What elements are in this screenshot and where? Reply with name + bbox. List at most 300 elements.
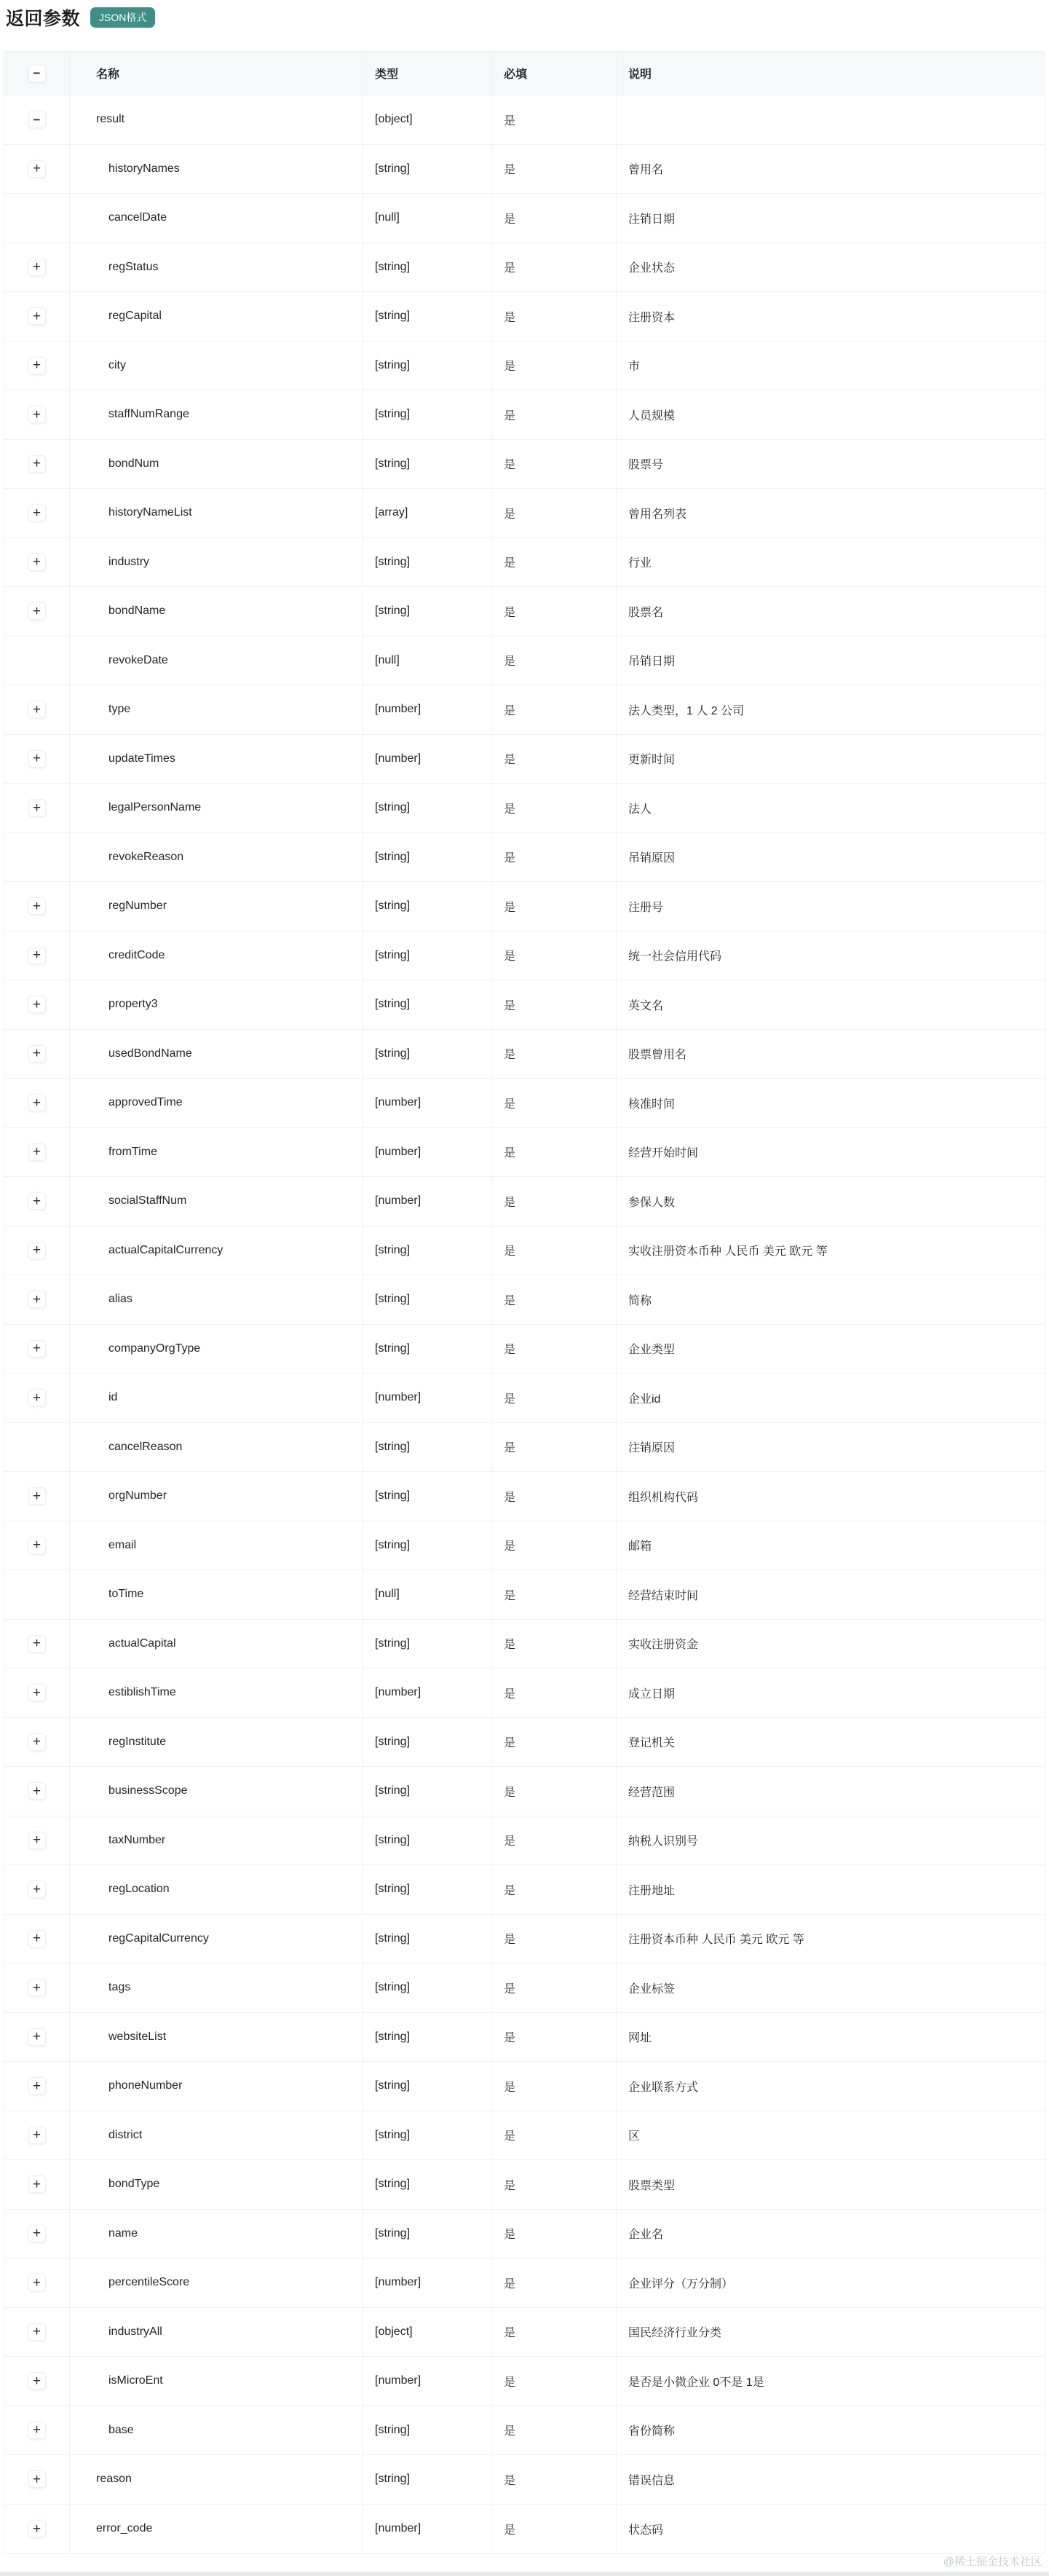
- param-name: result: [70, 95, 363, 144]
- table-row: [4, 587, 1045, 637]
- param-type: [string]: [363, 980, 492, 1029]
- expand-toggle[interactable]: +: [28, 504, 46, 521]
- param-name: email: [70, 1521, 363, 1570]
- param-description: 实收注册资金: [628, 1639, 699, 1652]
- expand-toggle[interactable]: +: [28, 1782, 46, 1800]
- table-row: [4, 1472, 1045, 1521]
- param-description: 纳税人识别号: [628, 1835, 699, 1848]
- param-type: [string]: [363, 2013, 492, 2062]
- expand-toggle[interactable]: +: [28, 160, 46, 178]
- param-name: bondType: [70, 2160, 363, 2209]
- toggle-cell: [4, 1816, 70, 1865]
- table-row: [4, 1669, 1045, 1718]
- table-row: [4, 1177, 1045, 1226]
- param-required: 是: [492, 980, 617, 1029]
- expand-toggle[interactable]: +: [28, 602, 46, 620]
- param-type: [string]: [363, 587, 492, 636]
- param-name: name: [70, 2210, 363, 2258]
- param-required: 是: [492, 538, 617, 587]
- toggle-cell: [4, 2406, 70, 2455]
- param-required: 是: [492, 1472, 617, 1521]
- toggle-cell: [4, 833, 70, 882]
- toggle-cell: [4, 2013, 70, 2062]
- param-description: 经营开始时间: [628, 1147, 699, 1160]
- toggle-cell: [4, 735, 70, 784]
- param-description: 吊销日期: [628, 655, 676, 669]
- expand-toggle[interactable]: +: [28, 701, 46, 718]
- param-description: 注销原因: [628, 1442, 676, 1455]
- param-type: [string]: [363, 833, 492, 882]
- param-required: 是: [492, 2308, 617, 2357]
- table-row: [4, 1374, 1045, 1423]
- param-name: creditCode: [70, 931, 363, 980]
- param-type: [array]: [363, 489, 492, 537]
- toggle-cell: [4, 1472, 70, 1521]
- expand-toggle[interactable]: +: [28, 799, 46, 816]
- param-description: 参保人数: [628, 1196, 676, 1209]
- table-row: [4, 538, 1045, 588]
- param-required: 是: [492, 1226, 617, 1275]
- table-row: [4, 1030, 1045, 1079]
- param-name: historyNameList: [70, 489, 363, 537]
- param-required: 是: [492, 243, 617, 292]
- param-type: [string]: [363, 2406, 492, 2455]
- param-name: approvedTime: [70, 1079, 363, 1127]
- table-row: [4, 931, 1045, 981]
- expand-toggle[interactable]: +: [28, 2127, 46, 2144]
- param-name: businessScope: [70, 1767, 363, 1816]
- param-name: usedBondName: [70, 1030, 363, 1079]
- param-name: regInstitute: [70, 1718, 363, 1767]
- expand-toggle[interactable]: +: [28, 357, 46, 374]
- header-required: 必填: [492, 52, 617, 95]
- param-type: [number]: [363, 2357, 492, 2406]
- param-name: isMicroEnt: [70, 2357, 363, 2406]
- expand-toggle[interactable]: +: [28, 1635, 46, 1653]
- expand-toggle[interactable]: +: [28, 1487, 46, 1505]
- param-name: percentileScore: [70, 2258, 363, 2307]
- table-row: [4, 2210, 1045, 2259]
- param-name: staffNumRange: [70, 390, 363, 439]
- expand-toggle[interactable]: +: [28, 2077, 46, 2095]
- param-type: [null]: [363, 1570, 492, 1619]
- param-type: [string]: [363, 538, 492, 587]
- param-description: 经营范围: [628, 1786, 676, 1799]
- param-description: 注册资本币种 人民币 美元 欧元 等: [628, 1934, 804, 1947]
- bottom-strip: [0, 2572, 1049, 2576]
- param-type: [number]: [363, 685, 492, 734]
- param-name: id: [70, 1374, 363, 1422]
- param-type: [string]: [363, 1620, 492, 1669]
- table-row: [4, 1275, 1045, 1325]
- table-row: [4, 2111, 1045, 2161]
- param-required: 是: [492, 1570, 617, 1619]
- param-description: 网址: [628, 2032, 652, 2045]
- param-type: [string]: [363, 2062, 492, 2111]
- table-row: [4, 2455, 1045, 2505]
- title-row: [6, 4, 155, 31]
- expand-toggle[interactable]: +: [28, 2028, 46, 2046]
- param-description: 企业联系方式: [628, 2081, 699, 2094]
- param-description: 注册地址: [628, 1884, 676, 1897]
- param-type: [string]: [363, 784, 492, 832]
- toggle-cell: [4, 882, 70, 931]
- param-type: [object]: [363, 2308, 492, 2357]
- header-name: 名称: [70, 52, 363, 95]
- page-title: 返回参数: [6, 9, 81, 29]
- param-description: 简称: [628, 1294, 652, 1307]
- param-required: 是: [492, 1275, 617, 1324]
- param-type: [string]: [363, 390, 492, 439]
- param-required: 是: [492, 1865, 617, 1914]
- param-required: 是: [492, 2062, 617, 2111]
- expand-toggle[interactable]: +: [28, 259, 46, 276]
- toggle-cell: [4, 390, 70, 439]
- toggle-cell: [4, 587, 70, 636]
- param-required: 是: [492, 833, 617, 882]
- expand-toggle[interactable]: +: [28, 1880, 46, 1898]
- param-required: 是: [492, 2357, 617, 2406]
- param-required: 是: [492, 1128, 617, 1177]
- toggle-cell: [4, 1669, 70, 1717]
- param-type: [string]: [363, 1030, 492, 1079]
- table-row: [4, 833, 1045, 883]
- expand-toggle[interactable]: +: [28, 2372, 46, 2390]
- param-description: 股票曾用名: [628, 1049, 687, 1062]
- param-type: [string]: [363, 1718, 492, 1767]
- expand-toggle[interactable]: +: [28, 2323, 46, 2341]
- expand-toggle[interactable]: +: [28, 2274, 46, 2291]
- param-name: industryAll: [70, 2308, 363, 2357]
- param-required: 是: [492, 1963, 617, 2012]
- param-name: regNumber: [70, 882, 363, 931]
- param-name: reason: [70, 2455, 363, 2504]
- param-description: 市: [628, 361, 641, 374]
- param-required: 是: [492, 1718, 617, 1767]
- collapse-toggle[interactable]: −: [28, 111, 46, 128]
- param-required: 是: [492, 1423, 617, 1472]
- expand-toggle[interactable]: +: [28, 307, 46, 325]
- table-header-row: [4, 52, 1045, 95]
- expand-toggle[interactable]: +: [28, 2422, 46, 2439]
- table-row: [4, 440, 1045, 489]
- table-row: [4, 1865, 1045, 1915]
- table-row: [4, 2258, 1045, 2308]
- param-description: 企业状态: [628, 262, 676, 275]
- table-row: [4, 1767, 1045, 1816]
- param-type: [string]: [363, 440, 492, 489]
- param-name: actualCapitalCurrency: [70, 1226, 363, 1275]
- param-required: 是: [492, 2406, 617, 2455]
- param-description: 英文名: [628, 999, 664, 1012]
- param-type: [string]: [363, 1963, 492, 2012]
- table-row: [4, 1128, 1045, 1178]
- param-name: base: [70, 2406, 363, 2455]
- expand-toggle[interactable]: +: [28, 554, 46, 571]
- header-toggle-cell: [4, 52, 70, 95]
- param-description: 企业名: [628, 2229, 664, 2242]
- table-row: [4, 1423, 1045, 1473]
- param-name: error_code: [70, 2505, 363, 2554]
- param-description: 邮箱: [628, 1540, 652, 1553]
- toggle-cell: [4, 1030, 70, 1079]
- param-type: [string]: [363, 1226, 492, 1275]
- param-name: taxNumber: [70, 1816, 363, 1865]
- toggle-cell: [4, 784, 70, 832]
- param-required: 是: [492, 2505, 617, 2554]
- toggle-cell: [4, 95, 70, 144]
- param-description: 曾用名: [628, 164, 664, 177]
- toggle-cell: [4, 2062, 70, 2111]
- param-required: 是: [492, 145, 617, 194]
- param-type: [string]: [363, 1816, 492, 1865]
- param-description: 企业评分（万分制）: [628, 2277, 734, 2291]
- param-description: 法人类型，1 人 2 公司: [628, 704, 745, 717]
- param-required: 是: [492, 1521, 617, 1570]
- param-name: bondName: [70, 587, 363, 636]
- param-description: 注册号: [628, 901, 664, 914]
- param-name: actualCapital: [70, 1620, 363, 1669]
- param-required: 是: [492, 1030, 617, 1079]
- param-type: [number]: [363, 1128, 492, 1177]
- expand-toggle[interactable]: +: [28, 1537, 46, 1554]
- param-name: websiteList: [70, 2013, 363, 2062]
- expand-toggle[interactable]: +: [28, 1340, 46, 1358]
- param-name: estiblishTime: [70, 1669, 363, 1717]
- table-row: [4, 342, 1045, 391]
- expand-toggle[interactable]: +: [28, 406, 46, 423]
- expand-toggle[interactable]: +: [28, 1143, 46, 1161]
- toggle-cell: [4, 1963, 70, 2012]
- toggle-cell: [4, 2258, 70, 2307]
- param-description: 错误信息: [628, 2474, 676, 2487]
- param-type: [string]: [363, 1275, 492, 1324]
- expand-toggle[interactable]: +: [28, 1684, 46, 1701]
- param-type: [string]: [363, 931, 492, 980]
- table-row: [4, 735, 1045, 784]
- param-required: 是: [492, 489, 617, 537]
- toggle-cell: [4, 2210, 70, 2258]
- toggle-cell: [4, 2357, 70, 2406]
- expand-toggle[interactable]: +: [28, 1832, 46, 1849]
- param-name: regCapital: [70, 292, 363, 341]
- toggle-cell: [4, 1915, 70, 1963]
- param-required: 是: [492, 784, 617, 832]
- expand-toggle[interactable]: +: [28, 1979, 46, 1996]
- param-name: regStatus: [70, 243, 363, 292]
- param-required: 是: [492, 1767, 617, 1816]
- table-row: [4, 1816, 1045, 1866]
- param-name: updateTimes: [70, 735, 363, 784]
- table-row: [4, 1521, 1045, 1571]
- toggle-cell: [4, 1767, 70, 1816]
- toggle-cell: [4, 1177, 70, 1226]
- expand-toggle[interactable]: +: [28, 2520, 46, 2537]
- param-description: 股票名: [628, 606, 664, 619]
- param-type: [object]: [363, 95, 492, 144]
- param-description: 区: [628, 2130, 641, 2143]
- toggle-cell: [4, 440, 70, 489]
- param-name: socialStaffNum: [70, 1177, 363, 1226]
- toggle-cell: [4, 1275, 70, 1324]
- param-name: bondNum: [70, 440, 363, 489]
- expand-toggle[interactable]: +: [28, 1291, 46, 1308]
- toggle-cell: [4, 2455, 70, 2504]
- param-description: 吊销原因: [628, 852, 676, 865]
- toggle-cell: [4, 194, 70, 243]
- param-description: 是否是小微企业 0不是 1是: [628, 2376, 764, 2389]
- expand-toggle[interactable]: +: [28, 996, 46, 1013]
- param-required: 是: [492, 342, 617, 390]
- table-row: [4, 2160, 1045, 2210]
- table-row: [4, 1718, 1045, 1768]
- table-row: [4, 980, 1045, 1030]
- param-type: [string]: [363, 1521, 492, 1570]
- collapse-all-toggle[interactable]: −: [28, 65, 46, 82]
- expand-toggle[interactable]: +: [28, 455, 46, 473]
- param-description: 注册资本: [628, 311, 676, 324]
- param-required: 是: [492, 2455, 617, 2504]
- param-description: 状态码: [628, 2524, 664, 2537]
- param-required: 是: [492, 95, 617, 144]
- expand-toggle[interactable]: +: [28, 2225, 46, 2242]
- param-type: [string]: [363, 1865, 492, 1914]
- param-required: 是: [492, 931, 617, 980]
- param-name: fromTime: [70, 1128, 363, 1177]
- param-type: [number]: [363, 2258, 492, 2307]
- toggle-cell: [4, 931, 70, 980]
- param-required: 是: [492, 1620, 617, 1669]
- param-description: 曾用名列表: [628, 508, 687, 521]
- param-required: 是: [492, 685, 617, 734]
- toggle-cell: [4, 637, 70, 685]
- param-type: [string]: [363, 1915, 492, 1963]
- toggle-cell: [4, 980, 70, 1029]
- toggle-cell: [4, 2308, 70, 2357]
- toggle-cell: [4, 538, 70, 587]
- toggle-cell: [4, 1570, 70, 1619]
- table-row: [4, 2308, 1045, 2358]
- toggle-cell: [4, 1079, 70, 1127]
- param-description: 股票类型: [628, 2179, 676, 2192]
- table-row: [4, 243, 1045, 293]
- param-required: 是: [492, 1374, 617, 1422]
- param-name: alias: [70, 1275, 363, 1324]
- param-description: 省份简称: [628, 2425, 676, 2438]
- param-type: [string]: [363, 2160, 492, 2209]
- param-type: [string]: [363, 243, 492, 292]
- table-row: [4, 1570, 1045, 1620]
- param-required: 是: [492, 2013, 617, 2062]
- param-required: 是: [492, 1079, 617, 1127]
- table-row: [4, 194, 1045, 243]
- param-type: [string]: [363, 2210, 492, 2258]
- param-name: tags: [70, 1963, 363, 2012]
- param-type: [string]: [363, 1423, 492, 1472]
- expand-toggle[interactable]: +: [28, 1094, 46, 1111]
- param-type: [null]: [363, 637, 492, 685]
- header-type: 类型: [363, 52, 492, 95]
- param-required: 是: [492, 194, 617, 243]
- param-required: 是: [492, 2160, 617, 2209]
- param-name: cancelReason: [70, 1423, 363, 1472]
- param-description: 注销日期: [628, 213, 676, 226]
- table-row: [4, 292, 1045, 342]
- toggle-cell: [4, 2505, 70, 2554]
- param-required: 是: [492, 440, 617, 489]
- expand-toggle[interactable]: +: [28, 750, 46, 768]
- toggle-cell: [4, 292, 70, 341]
- toggle-cell: [4, 342, 70, 390]
- param-name: toTime: [70, 1570, 363, 1619]
- table-row: [4, 95, 1045, 145]
- table-row: [4, 1226, 1045, 1276]
- param-required: 是: [492, 587, 617, 636]
- param-name: companyOrgType: [70, 1325, 363, 1374]
- header-description: 说明: [628, 68, 652, 81]
- param-name: revokeDate: [70, 637, 363, 685]
- param-type: [string]: [363, 145, 492, 194]
- expand-toggle[interactable]: +: [28, 2470, 46, 2488]
- param-required: 是: [492, 292, 617, 341]
- expand-toggle[interactable]: +: [28, 1733, 46, 1751]
- table-row: [4, 2013, 1045, 2063]
- expand-toggle[interactable]: +: [28, 1930, 46, 1947]
- table-row: [4, 145, 1045, 194]
- param-required: 是: [492, 1915, 617, 1963]
- toggle-cell: [4, 1128, 70, 1177]
- table-row: [4, 2357, 1045, 2406]
- param-name: city: [70, 342, 363, 390]
- expand-toggle[interactable]: +: [28, 1389, 46, 1406]
- toggle-cell: [4, 243, 70, 292]
- watermark: @稀土掘金技术社区: [943, 2556, 1042, 2568]
- table-row: [4, 685, 1045, 735]
- param-required: 是: [492, 1669, 617, 1717]
- expand-toggle[interactable]: +: [28, 1045, 46, 1063]
- table-row: [4, 637, 1045, 686]
- table-row: [4, 2062, 1045, 2111]
- param-required: 是: [492, 735, 617, 784]
- param-description: 经营结束时间: [628, 1589, 699, 1602]
- param-type: [number]: [363, 1177, 492, 1226]
- toggle-cell: [4, 1718, 70, 1767]
- toggle-cell: [4, 1521, 70, 1570]
- expand-toggle[interactable]: +: [28, 947, 46, 964]
- toggle-cell: [4, 1325, 70, 1374]
- param-required: 是: [492, 1816, 617, 1865]
- param-required: 是: [492, 390, 617, 439]
- param-name: cancelDate: [70, 194, 363, 243]
- param-name: regLocation: [70, 1865, 363, 1914]
- toggle-cell: [4, 1620, 70, 1669]
- expand-toggle[interactable]: +: [28, 1192, 46, 1210]
- expand-toggle[interactable]: +: [28, 897, 46, 915]
- table-row: [4, 390, 1045, 440]
- toggle-cell: [4, 489, 70, 537]
- param-name: historyNames: [70, 145, 363, 194]
- table-row: [4, 1915, 1045, 1964]
- table-row: [4, 784, 1045, 833]
- param-name: phoneNumber: [70, 2062, 363, 2111]
- param-type: [string]: [363, 342, 492, 390]
- param-name: revokeReason: [70, 833, 363, 882]
- expand-toggle[interactable]: +: [28, 2175, 46, 2193]
- param-type: [string]: [363, 1767, 492, 1816]
- expand-toggle[interactable]: +: [28, 1242, 46, 1259]
- param-description: 组织机构代码: [628, 1491, 699, 1504]
- param-description: 核准时间: [628, 1098, 676, 1111]
